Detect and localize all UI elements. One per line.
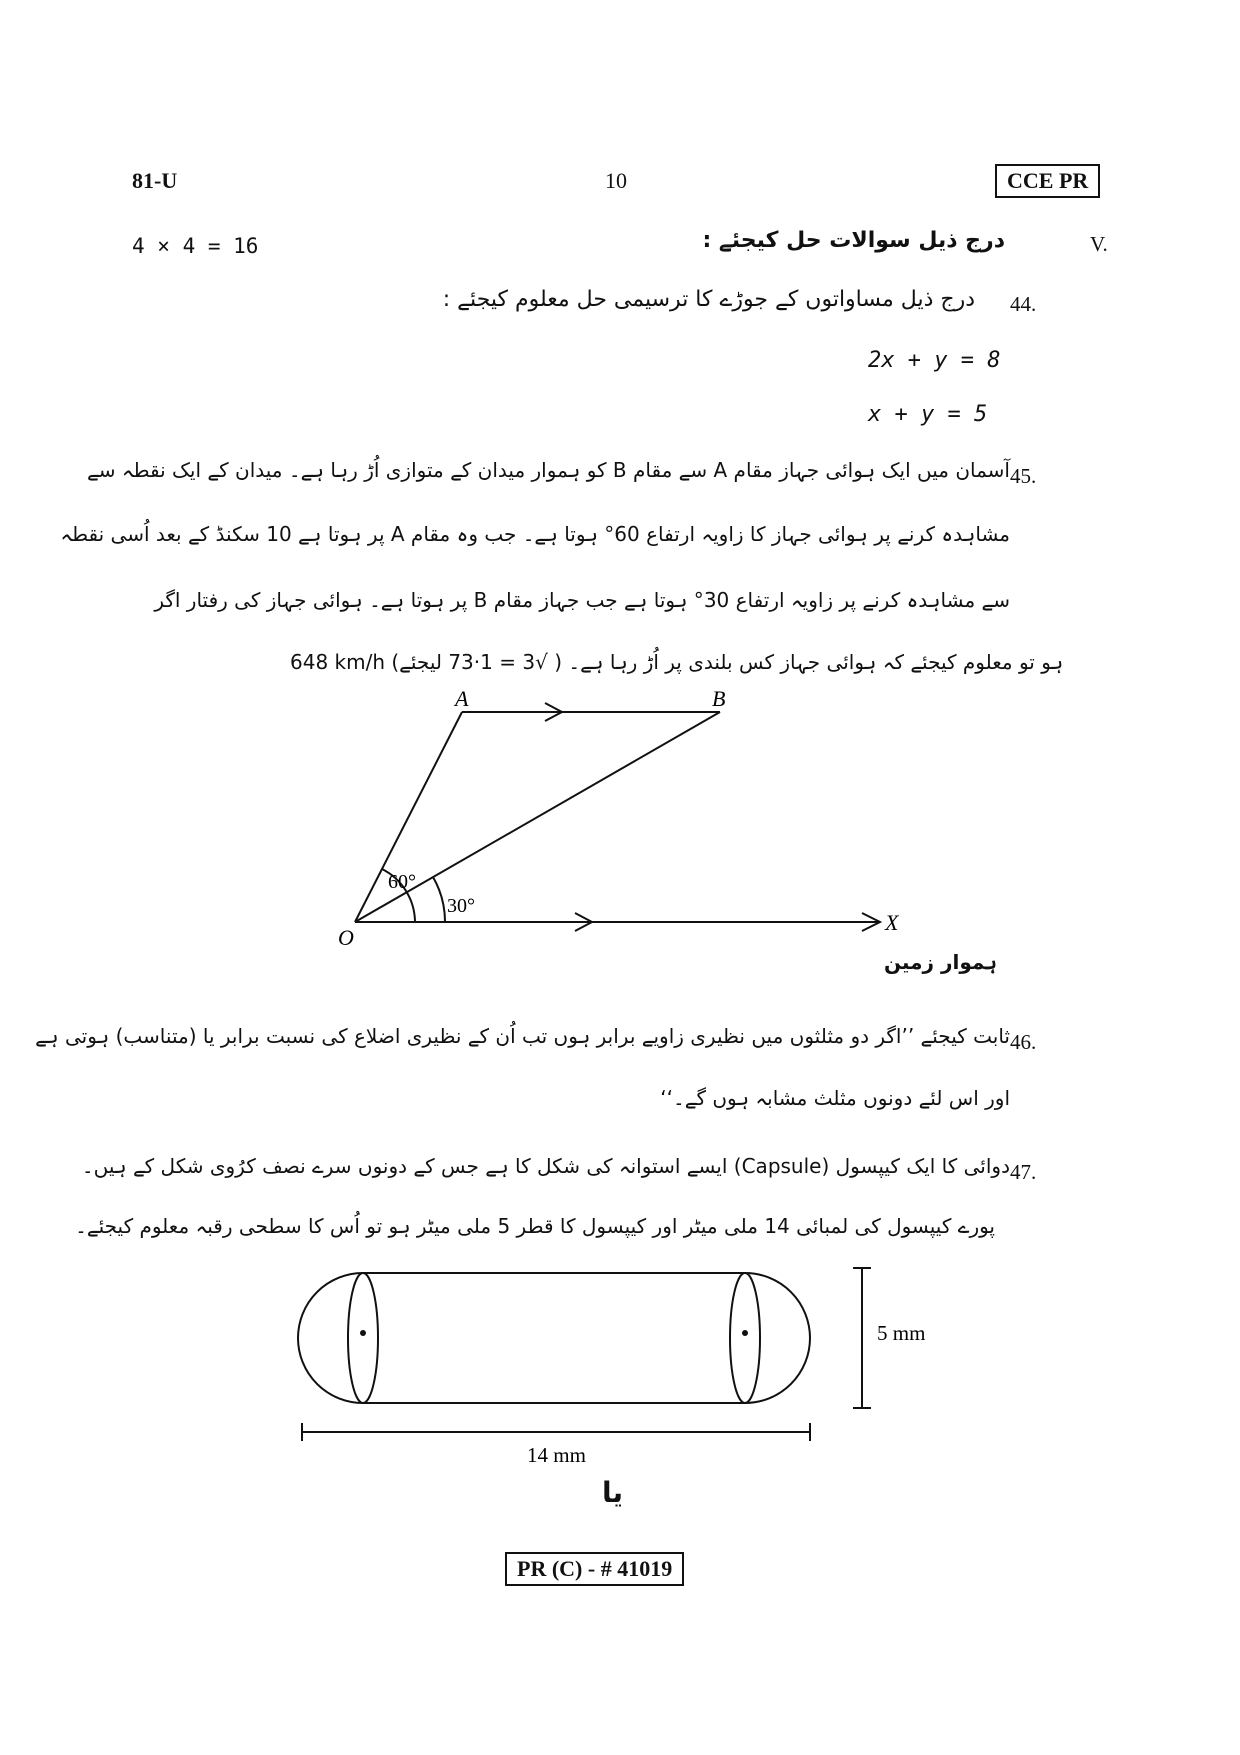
q45-line-4: 648 km/h ہو تو معلوم کیجئے کہ ہوائی جہاز کس بلندی پر اُڑ رہا ہے۔ ( √3 = 1·73 لیجئے) — [290, 650, 1064, 674]
q44-equation-2: x + y = 5 — [868, 402, 988, 427]
q45-line-2: مشاہدہ کرنے پر ہوائی جہاز کا زاویہ ارتفاع 60° ہوتا ہے۔ جب وہ مقام A پر ہوتا ہے 10 سکنڈ کے بعد اُسی نقطہ — [60, 522, 1010, 546]
capsule-left-center-dot — [360, 1330, 366, 1336]
or-label: یا — [602, 1476, 624, 1509]
q47-figure — [298, 1268, 871, 1441]
exam-tag: CCE PR — [995, 164, 1100, 198]
section-instruction: درج ذیل سوالات حل کیجئے : — [702, 228, 1005, 253]
q45-line-1: آسمان میں ایک ہوائی جہاز مقام A سے مقام B کو ہموار میدان کے متوازی اُڑ رہا ہے۔ میدان کے ایک نقطہ سے — [87, 458, 1010, 482]
q44-text: درج ذیل مساواتوں کے جوڑے کا ترسیمی حل معلوم کیجئے : — [442, 287, 975, 312]
q46-line-1: ثابت کیجئے ’’اگر دو مثلثوں میں نظیری زاویے برابر ہوں تب اُن کے نظیری اضلاع کی نسبت برابر یا (متناسب) ہوتی ہے — [35, 1024, 1010, 1048]
label-a: A — [455, 686, 469, 711]
capsule-right-center-dot — [742, 1330, 748, 1336]
angle-label-60: 60° — [388, 871, 416, 893]
length-label: 14 mm — [527, 1443, 586, 1467]
section-number: V. — [1090, 232, 1108, 256]
angle-label-30: 30° — [447, 895, 475, 917]
paper-code: 81-U — [132, 168, 178, 193]
q47-line-2: پورے کیپسول کی لمبائی 14 ملی میٹر اور کیپسول کا قطر 5 ملی میٹر ہو تو اُس کا سطحی رقبہ معلوم کیجئے۔ — [75, 1214, 995, 1238]
label-b: B — [712, 686, 726, 711]
diameter-label: 5 mm — [877, 1321, 926, 1345]
capsule-outline — [298, 1273, 810, 1403]
ground-label: ہموار زمین — [883, 950, 997, 974]
capsule-left-ellipse — [348, 1273, 378, 1403]
q44-equation-1: 2x + y = 8 — [868, 348, 1001, 373]
q45-number: 45. — [1010, 464, 1037, 488]
q46-number: 46. — [1010, 1030, 1037, 1054]
angle-arc-30 — [433, 877, 445, 922]
q44-number: 44. — [1010, 292, 1037, 316]
label-o: O — [338, 925, 354, 950]
page-number: 10 — [605, 168, 627, 193]
section-marks: 4 × 4 = 16 — [132, 234, 259, 258]
footer-code: PR (C) - # 41019 — [505, 1552, 684, 1586]
q46-line-2: اور اس لئے دونوں مثلث مشابہ ہوں گے۔‘‘ — [660, 1086, 1010, 1110]
label-x: X — [885, 910, 899, 935]
capsule-right-ellipse — [730, 1273, 760, 1403]
q47-line-1: دوائی کا ایک کیپسول (Capsule) ایسے استوانہ کی شکل کا ہے جس کے دونوں سرے نصف کرُوی شکل کے ہیں۔ — [81, 1154, 1010, 1178]
q47-number: 47. — [1010, 1160, 1037, 1184]
q45-line-3: سے مشاہدہ کرنے پر زاویہ ارتفاع 30° ہوتا ہے جب جہاز مقام B پر ہوتا ہے۔ ہوائی جہاز کی رفتار اگر — [154, 588, 1010, 612]
